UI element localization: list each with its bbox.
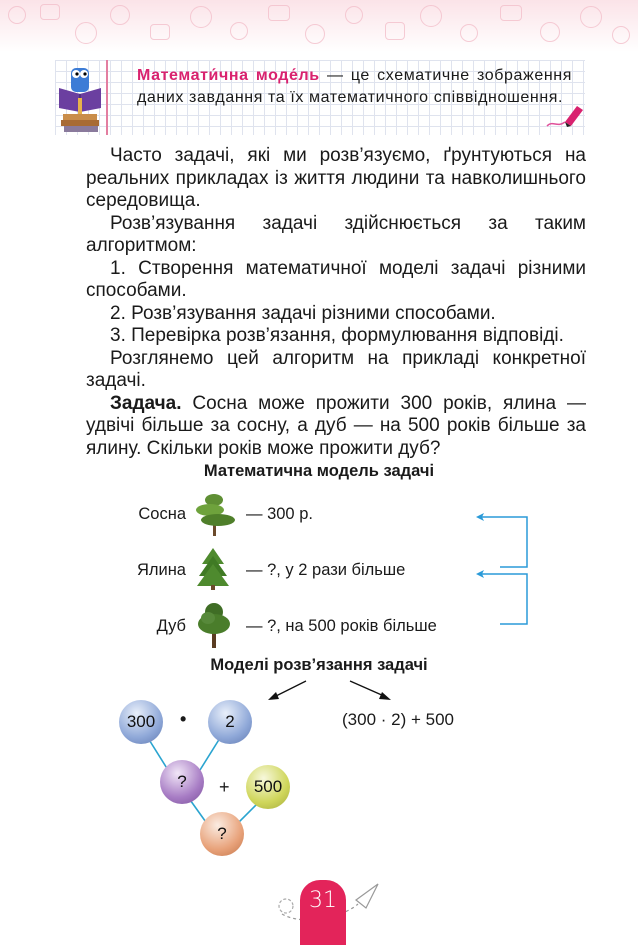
glasses-doodle-icon — [8, 6, 26, 24]
task-label: Задача. — [110, 392, 182, 414]
algorithm-step: 2. Розв’язування задачі різними способами. — [110, 302, 496, 324]
task-paragraph — [86, 393, 586, 461]
magnifier-doodle-icon — [420, 5, 442, 27]
book-doodle-icon — [385, 22, 405, 40]
tablet-doodle-icon — [500, 5, 522, 21]
tree-value-spruce: — ?, у 2 рази більше — [246, 561, 406, 579]
ball-operand-300: 300 — [119, 700, 163, 744]
body-text — [86, 145, 586, 460]
decorative-header-band — [0, 0, 638, 52]
oak-tree-icon — [194, 600, 234, 648]
gear-doodle-icon — [612, 26, 630, 44]
ball-operand-500: 500 — [246, 765, 290, 809]
operator-multiply: • — [180, 709, 187, 729]
page-number: 31 — [300, 880, 346, 945]
operator-plus: + — [219, 777, 230, 797]
pine-tree-icon — [192, 490, 238, 538]
paragraph: Розглянемо цей алгоритм на прикладі конкретної задачі. — [86, 347, 586, 391]
globe-doodle-icon — [540, 22, 560, 42]
pencil-doodle-icon — [150, 24, 170, 40]
atom-doodle-icon — [580, 6, 602, 28]
task-text: Сосна може прожити 300 років, ялина — удвічі більше за сосну, а дуб — на 500 років більше за ялину. Скільки років може прожити дуб? — [86, 392, 586, 459]
arrowhead-right-icon — [379, 692, 391, 700]
tree-value-pine: — 300 р. — [246, 505, 313, 523]
magnifier-doodle-icon — [110, 5, 130, 25]
relation-arrows — [470, 505, 530, 630]
lightbulb-doodle-icon — [75, 22, 97, 44]
arrow-oak-to-spruce — [478, 574, 527, 624]
arrow-spruce-to-pine — [478, 517, 527, 567]
apple-doodle-icon — [345, 6, 363, 24]
marker-pen-icon — [543, 100, 585, 130]
mascot-reading-book-icon — [57, 62, 103, 134]
ball-operand-2: 2 — [208, 700, 252, 744]
paragraph: Розв’язування задачі здійснюється за таким алгоритмом: — [86, 212, 586, 256]
globe-doodle-icon — [230, 22, 248, 40]
definition-text — [137, 65, 572, 109]
solution-expression: (300 · 2) + 500 — [342, 710, 454, 729]
tablet-doodle-icon — [40, 4, 60, 20]
solution-heading: Моделі розв’язання задачі — [210, 656, 428, 674]
spruce-tree-icon — [196, 546, 230, 590]
definition-box — [55, 60, 585, 135]
ball-final-result: ? — [200, 812, 244, 856]
paragraph: Часто задачі, які ми розв’язуємо, ґрунтуються на реальних прикладах із життя людини та навколишнього середовища. — [86, 145, 586, 211]
atom-doodle-icon — [190, 6, 212, 28]
tree-label-oak: Дуб — [156, 617, 186, 635]
tree-value-oak: — ?, на 500 років більше — [246, 617, 437, 635]
lightbulb-doodle-icon — [460, 24, 478, 42]
algorithm-step: 1. Створення математичної моделі задачі різними способами. — [86, 257, 586, 301]
algorithm-step: 3. Перевірка розв’язання, формулювання відповіді. — [110, 325, 564, 346]
definition-body: — це схематичне зображення даних завдання та їх математичного співвідношення. — [137, 67, 572, 106]
model-heading: Математична модель задачі — [203, 462, 435, 480]
cloud-doodle-icon — [268, 5, 290, 21]
definition-term: Математи́чна моде́ль — [137, 67, 320, 84]
tree-label-pine: Сосна — [138, 505, 186, 523]
tree-label-spruce: Ялина — [136, 561, 186, 579]
face-doodle-icon — [305, 24, 325, 44]
notebook-margin-line — [106, 60, 108, 135]
ball-intermediate-result: ? — [160, 760, 204, 804]
